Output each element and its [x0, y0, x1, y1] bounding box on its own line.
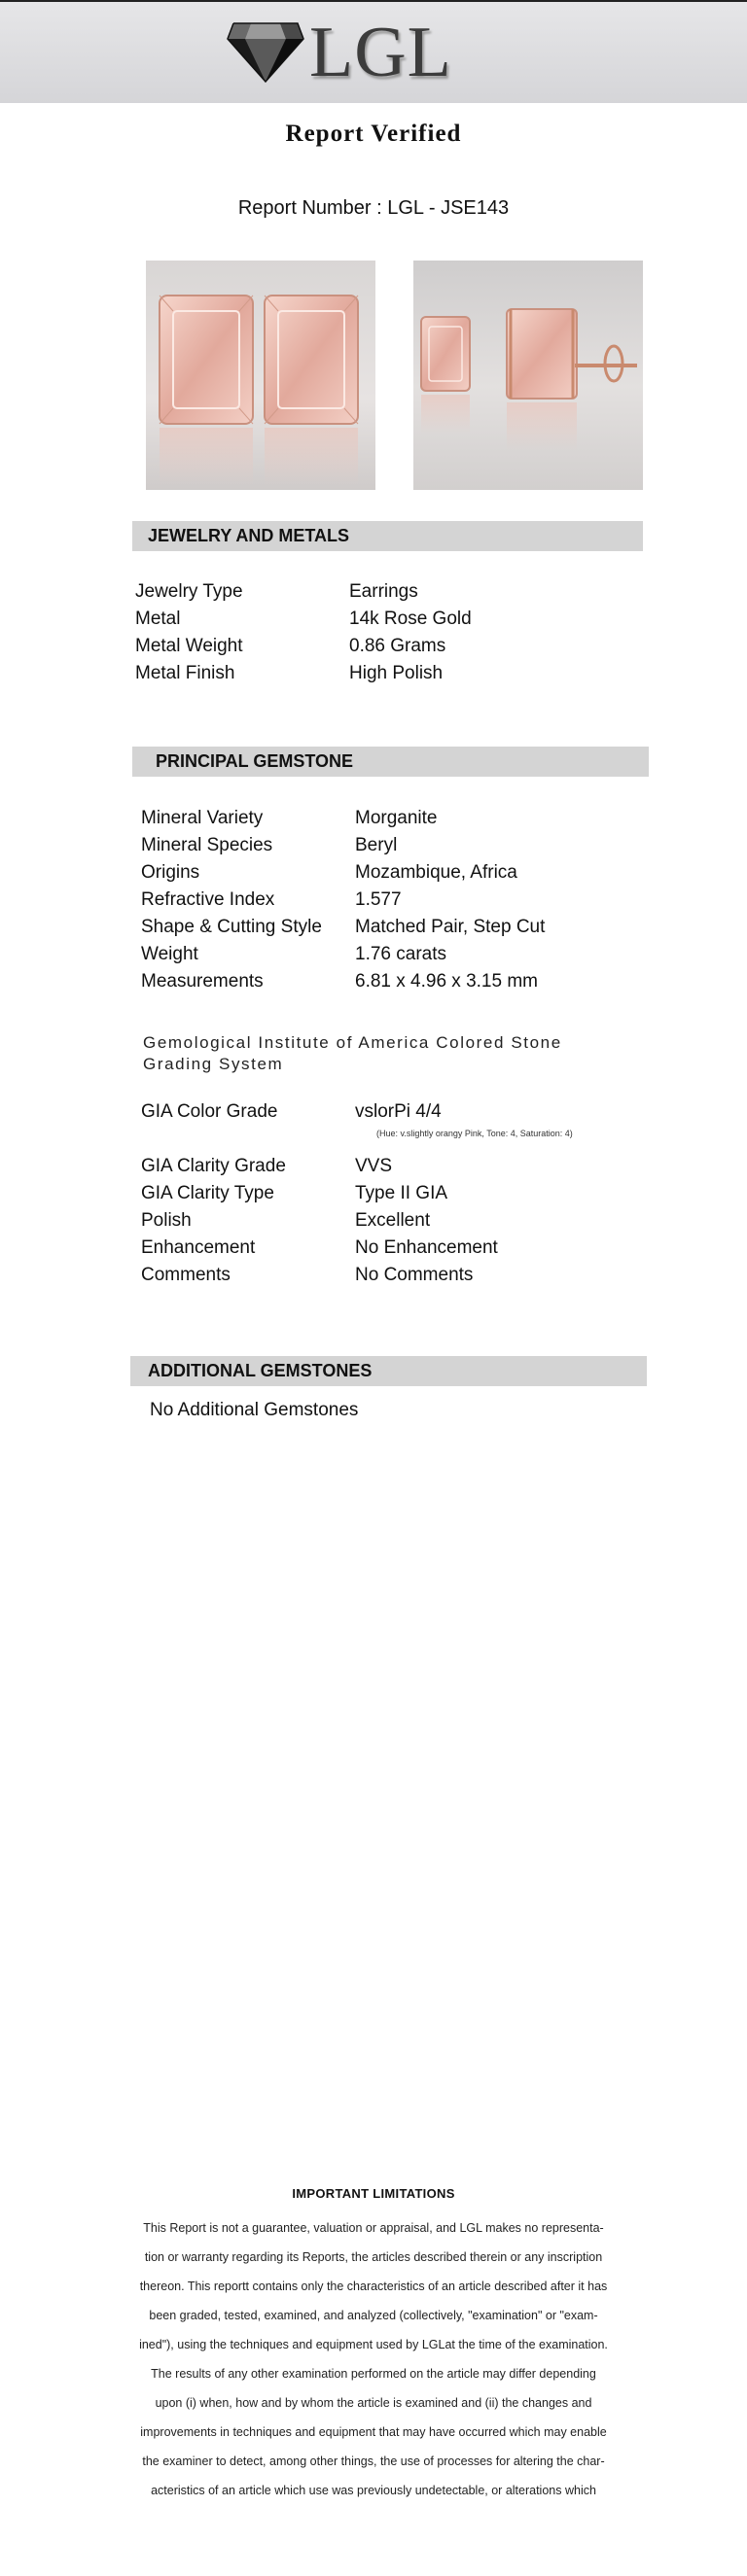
gem-value: Morganite [355, 808, 438, 828]
limitations-line: improvements in techniques and equipment that may have occurred which may enable [140, 2425, 607, 2439]
lgl-logo[interactable] [226, 13, 452, 92]
gem-label: Refractive Index [141, 889, 275, 910]
report-number: Report Number : LGL - JSE143 [237, 197, 510, 219]
jewelry-label: Jewelry Type [135, 581, 243, 602]
limitations-line: the examiner to detect, among other things, the use of processes for altering the char- [142, 2454, 605, 2468]
limitations-line: thereon. This reportt contains only the characteristics of an article described after it has [139, 2280, 608, 2293]
diamond-icon [226, 21, 305, 84]
gem-value: 6.81 x 4.96 x 3.15 mm [355, 971, 538, 992]
gem-label: Mineral Variety [141, 808, 264, 828]
gem-label: Enhancement [141, 1237, 256, 1258]
gem-value: Type II GIA [355, 1183, 448, 1203]
gem-label: Mineral Species [141, 835, 273, 855]
jewelry-label: Metal Weight [135, 636, 243, 656]
gem-value: No Enhancement [355, 1237, 498, 1258]
gem-label: GIA Clarity Grade [141, 1156, 286, 1176]
gem-label: Weight [141, 944, 198, 964]
principal-gemstone-heading: PRINCIPAL GEMSTONE [132, 747, 649, 777]
jewelry-metals-heading: JEWELRY AND METALS [132, 521, 643, 551]
gem-value: Excellent [355, 1210, 431, 1231]
jewelry-label: Metal [135, 609, 181, 629]
gia-grading-heading: Gemological Institute of America Colored Stone Grading System [143, 1033, 562, 1073]
gem-value: Mozambique, Africa [355, 862, 517, 883]
jewelry-value: 14k Rose Gold [349, 609, 472, 629]
gem-label: Measurements [141, 971, 264, 992]
jewelry-value: Earrings [349, 581, 418, 602]
gem-value: 1.577 [355, 889, 402, 910]
limitations-line: acteristics of an article which use was previously undetectable, or alterations which [151, 2484, 596, 2497]
limitations-line: ined"), using the techniques and equipment used by LGLat the time of the examination. [139, 2338, 608, 2351]
gem-value: Beryl [355, 835, 398, 855]
jewelry-label: Metal Finish [135, 663, 235, 683]
header-banner [0, 0, 747, 103]
page-title: Report Verified [285, 121, 462, 147]
gem-label: Shape & Cutting Style [141, 917, 322, 937]
additional-gemstones-heading: ADDITIONAL GEMSTONES [130, 1356, 647, 1386]
gem-value: VVS [355, 1156, 393, 1176]
limitations-line: This Report is not a guarantee, valuation or appraisal, and LGL makes no representa- [143, 2221, 604, 2235]
gem-value: No Comments [355, 1265, 474, 1285]
limitations-line: The results of any other examination performed on the article may differ depending [151, 2367, 596, 2381]
gem-value: Matched Pair, Step Cut [355, 917, 546, 937]
gem-label: Polish [141, 1210, 192, 1231]
gem-value: 1.76 carats [355, 944, 446, 964]
limitations-line: upon (i) when, how and by whom the article is examined and (ii) the changes and [155, 2396, 592, 2410]
gem-label: GIA Color Grade [141, 1101, 278, 1122]
earrings-front-photo [146, 261, 375, 490]
hue-note: (Hue: v.slightly orangy Pink, Tone: 4, Saturation: 4) [376, 1129, 573, 1138]
jewelry-value: 0.86 Grams [349, 636, 446, 656]
limitations-line: tion or warranty regarding its Reports, the articles described therein or any inscription [144, 2250, 603, 2264]
jewelry-value: High Polish [349, 663, 444, 683]
earrings-side-photo [413, 261, 643, 490]
gem-label: Comments [141, 1265, 231, 1285]
no-additional-gemstones-text: No Additional Gemstones [150, 1400, 359, 1420]
gem-label: GIA Clarity Type [141, 1183, 274, 1203]
logo-text: LGL [309, 13, 452, 92]
important-limitations-heading: IMPORTANT LIMITATIONS [292, 2186, 455, 2201]
gem-label: Origins [141, 862, 200, 883]
limitations-line: been graded, tested, examined, and analyzed (collectively, "examination" or "exam- [149, 2309, 598, 2322]
gem-value: vslorPi 4/4 [355, 1101, 442, 1122]
